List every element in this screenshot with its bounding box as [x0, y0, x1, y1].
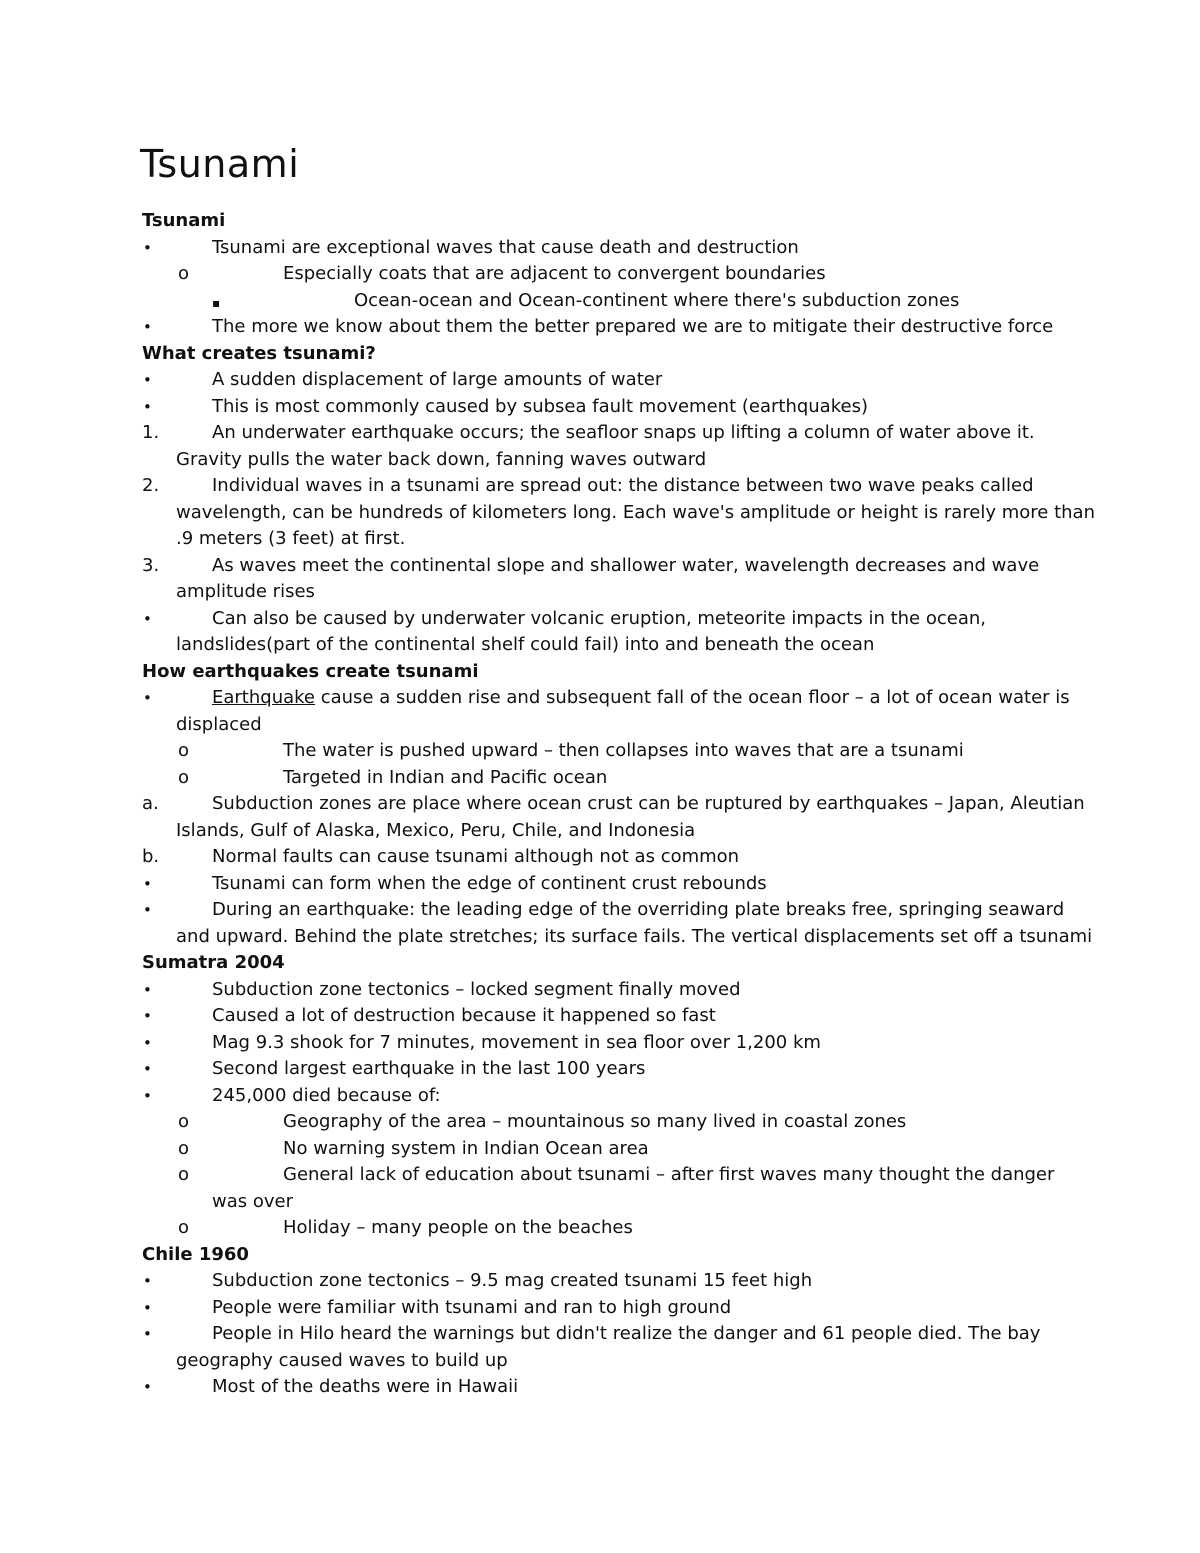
list-item	[0, 1056, 1200, 1083]
list-item	[0, 977, 1200, 1004]
bullet-marker: •	[143, 238, 152, 257]
bullet-marker: •	[143, 318, 152, 336]
list-number-marker: b.	[142, 846, 160, 867]
item-text-line: General lack of education about tsunami – after first waves many thought the danger	[283, 1164, 1055, 1185]
list-item	[0, 606, 1200, 659]
list-number-marker: a.	[142, 793, 159, 814]
sub-bullet-marker: o	[178, 1164, 190, 1185]
item-text-line: Subduction zone tectonics – locked segment finally moved	[212, 978, 741, 1000]
item-text-line: geography caused waves to build up	[176, 1349, 508, 1371]
item-text-line: The more we know about them the better prepared we are to mitigate their destructive force	[212, 316, 1054, 337]
list-item	[0, 1083, 1200, 1110]
item-text-line: During an earthquake: the leading edge of the overriding plate breaks free, springing seaward	[212, 899, 1065, 920]
sub-bullet-marker: o	[178, 766, 190, 788]
list-item	[0, 1295, 1200, 1322]
item-text-line: Tsunami can form when the edge of continent crust rebounds	[212, 872, 767, 894]
item-text-line: displaced	[176, 713, 262, 735]
item-text-line: Subduction zones are place where ocean crust can be ruptured by earthquakes – Japan, Aleutian	[212, 793, 1085, 814]
bullet-marker: •	[143, 371, 152, 389]
list-item	[0, 288, 1200, 315]
bullet-marker: •	[143, 980, 152, 999]
item-text-line: Especially coats that are adjacent to convergent boundaries	[283, 263, 826, 284]
bullet-marker: •	[143, 1378, 152, 1396]
bullet-marker: •	[143, 1007, 152, 1025]
bullet-marker: •	[143, 874, 152, 893]
list-item	[0, 897, 1200, 950]
bullet-marker: •	[143, 1298, 152, 1317]
bullet-marker: •	[143, 1086, 152, 1105]
item-text-line: Individual waves in a tsunami are spread out: the distance between two wave peaks called	[212, 475, 1034, 496]
bullet-marker: •	[143, 1325, 152, 1343]
item-text-line: This is most commonly caused by subsea fault movement (earthquakes)	[212, 395, 868, 417]
list-item	[0, 1030, 1200, 1057]
section-heading: What creates tsunami?	[142, 342, 376, 364]
list-item	[0, 1215, 1200, 1242]
bullet-marker: •	[143, 1272, 152, 1290]
list-item	[0, 1268, 1200, 1295]
list-number-marker: 1.	[142, 422, 160, 443]
list-item	[0, 871, 1200, 898]
sub-bullet-marker: o	[178, 1217, 190, 1238]
list-item	[0, 553, 1200, 606]
list-item	[0, 1109, 1200, 1136]
item-text-line: People in Hilo heard the warnings but didn't realize the danger and 61 people died. The bay	[212, 1323, 1041, 1344]
sub-bullet-marker: o	[178, 263, 190, 284]
section-heading: How earthquakes create tsunami	[142, 660, 479, 682]
list-item	[0, 765, 1200, 792]
item-text-line: Ocean-ocean and Ocean-continent where there's subduction zones	[354, 289, 960, 311]
item-text-line: landslides(part of the continental shelf could fail) into and beneath the ocean	[176, 634, 875, 655]
item-text-line: Holiday – many people on the beaches	[283, 1217, 633, 1238]
item-text-line: 245,000 died because of:	[212, 1084, 441, 1106]
item-text-line: Tsunami are exceptional waves that cause death and destruction	[212, 236, 799, 258]
list-item	[0, 1162, 1200, 1215]
page-title: Tsunami	[140, 142, 300, 186]
item-text-line: Second largest earthquake in the last 100 years	[212, 1058, 646, 1079]
item-text-line: Mag 9.3 shook for 7 minutes, movement in sea floor over 1,200 km	[212, 1031, 821, 1053]
bullet-marker: •	[143, 397, 152, 416]
bullet-marker: •	[143, 1033, 152, 1052]
list-item	[0, 261, 1200, 288]
item-text-line: Can also be caused by underwater volcanic eruption, meteorite impacts in the ocean,	[212, 607, 986, 629]
list-item	[0, 791, 1200, 844]
item-text-line: and upward. Behind the plate stretches; its surface fails. The vertical displacements set off a tsunami	[176, 925, 1093, 947]
list-item	[0, 473, 1200, 553]
item-text-line: People were familiar with tsunami and ran to high ground	[212, 1296, 732, 1318]
underlined-term: Earthquake	[212, 687, 315, 708]
list-item	[0, 394, 1200, 421]
square-bullet-marker: ▪	[212, 295, 221, 310]
list-item	[0, 738, 1200, 765]
item-text-line: A sudden displacement of large amounts of water	[212, 369, 663, 390]
list-item	[0, 685, 1200, 738]
item-text-line: Targeted in Indian and Pacific ocean	[283, 766, 608, 788]
list-item	[0, 1003, 1200, 1030]
bullet-marker: •	[143, 609, 152, 628]
item-text-line: The water is pushed upward – then collapses into waves that are a tsunami	[283, 740, 964, 761]
list-item	[0, 844, 1200, 871]
list-item	[0, 1374, 1200, 1401]
list-item	[0, 420, 1200, 473]
item-text-line: Caused a lot of destruction because it happened so fast	[212, 1005, 716, 1026]
list-number-marker: 2.	[142, 475, 160, 496]
list-item	[0, 1321, 1200, 1374]
item-text-line: amplitude rises	[176, 581, 315, 602]
item-text-line: Geography of the area – mountainous so many lived in coastal zones	[283, 1111, 907, 1132]
list-item	[0, 235, 1200, 262]
item-text-line: Islands, Gulf of Alaska, Mexico, Peru, Chile, and Indonesia	[176, 819, 696, 841]
item-text-line: No warning system in Indian Ocean area	[283, 1137, 649, 1159]
item-text-line: Gravity pulls the water back down, fanning waves outward	[176, 448, 707, 470]
list-item	[0, 367, 1200, 394]
bullet-marker: •	[143, 1060, 152, 1078]
item-text-line: An underwater earthquake occurs; the seafloor snaps up lifting a column of water above it.	[212, 422, 1035, 443]
item-text-line: Subduction zone tectonics – 9.5 mag created tsunami 15 feet high	[212, 1270, 813, 1291]
bullet-marker: •	[143, 689, 152, 707]
item-text-line: wavelength, can be hundreds of kilometers long. Each wave's amplitude or height is rarely more than	[176, 501, 1095, 523]
section-heading: Sumatra 2004	[142, 952, 285, 973]
section-heading: Tsunami	[142, 210, 226, 231]
section-heading: Chile 1960	[142, 1243, 249, 1265]
sub-bullet-marker: o	[178, 740, 190, 761]
item-text-line: As waves meet the continental slope and shallower water, wavelength decreases and wave	[212, 554, 1040, 576]
item-text-line: Normal faults can cause tsunami although not as common	[212, 846, 740, 867]
list-item	[0, 314, 1200, 341]
bullet-marker: •	[143, 901, 152, 919]
sub-bullet-marker: o	[178, 1111, 190, 1132]
item-text-line: was over	[212, 1190, 293, 1212]
item-text-line: .9 meters (3 feet) at first.	[176, 528, 406, 549]
item-text-line: Earthquake cause a sudden rise and subsequent fall of the ocean floor – a lot of ocean water is	[212, 687, 1070, 708]
sub-bullet-marker: o	[178, 1137, 190, 1159]
list-item	[0, 1136, 1200, 1163]
list-number-marker: 3.	[142, 554, 160, 576]
item-text-line: Most of the deaths were in Hawaii	[212, 1376, 519, 1397]
